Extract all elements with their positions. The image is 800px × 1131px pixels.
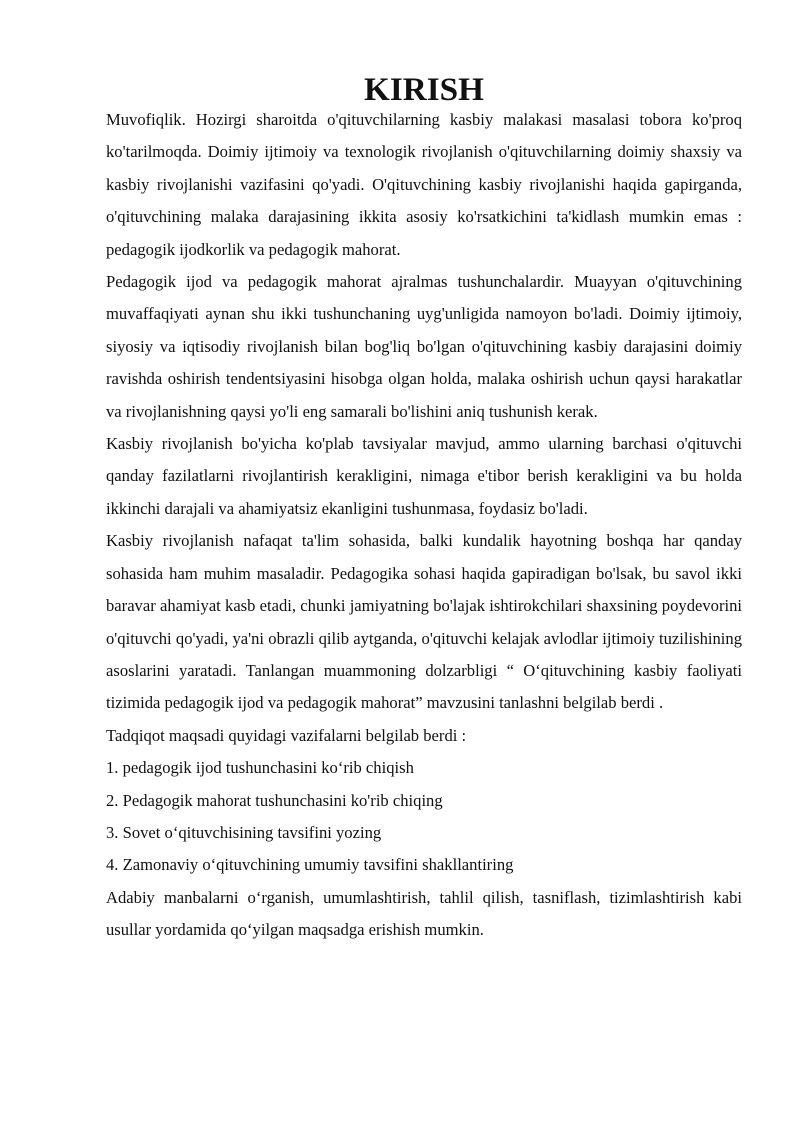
paragraph-importance: Kasbiy rivojlanish nafaqat ta'lim sohasida, balki kundalik hayotning boshqa har qanday sohasida ham muhim masaladir. Pedagogika sohasi haqida gapiradigan bo'lsak, bu savol ikki baravar ahamiyat kasb etadi, chunki jamiyatning bo'lajak ishtirokchilari shaxsining poydevorini o'qituvchi qo'yadi, ya'ni obrazli qilib aytganda, o'qituvchi kelajak avlodlar ijtimoiy tuzilishining asoslarini yaratadi. Tanlangan muammoning dolzarbligi “ O‘qituvchining kasbiy faoliyati tizimida pedagogik ijod va pedagogik mahorat” mavzusini tanlashni belgilab berdi . [106, 531, 742, 713]
task-item-1: 1. pedagogik ijod tushunchasini ko‘rib chiqish [106, 758, 414, 778]
paragraph-recommendations: Kasbiy rivojlanish bo'yicha ko'plab tavsiyalar mavjud, ammo ularning barchasi o'qituvchi qanday fazilatlarni rivojlantirish kerakligini, nimaga e'tibor berish kerakligini va bu holda ikkinchi darajali va ahamiyatsiz ekanligini tushunmasa, foydasiz bo'ladi. [106, 434, 742, 518]
paragraph-relevance: Muvofiqlik. Hozirgi sharoitda o'qituvchilarning kasbiy malakasi masalasi tobora ko'proq ko'tarilmoqda. Doimiy ijtimoiy va texnologik rivojlanish o'qituvchilarning doimiy shaxsiy va kasbiy rivojlanishi vazifasini qo'yadi. O'qituvchining kasbiy rivojlanishi haqida gapirganda, o'qituvchining malaka darajasining ikkita asosiy ko'rsatkichini ta'kidlash mumkin emas : pedagogik ijodkorlik va pedagogik mahorat. [106, 110, 742, 259]
task-item-4: 4. Zamonaviy o‘qituvchining umumiy tavsifini shakllantiring [106, 855, 514, 875]
document-page [106, 71, 742, 947]
task-item-2: 2. Pedagogik mahorat tushunchasini ko'rib chiqing [106, 790, 443, 810]
paragraph-methods: Adabiy manbalarni o‘rganish, umumlashtirish, tahlil qilish, tasniflash, tizimlashtirish kabi usullar yordamida qo‘yilgan maqsadga erishish mumkin. [106, 887, 742, 940]
paragraph-creativity-mastery: Pedagogik ijod va pedagogik mahorat ajralmas tushunchalardir. Muayyan o'qituvchining muvaffaqiyati aynan shu ikki tushunchaning uyg'unligida namoyon bo'ladi. Doimiy ijtimoiy, siyosiy va iqtisodiy rivojlanish bilan bog'liq bo'lgan o'qituvchining kasbiy darajasini doimiy ravishda oshirish tendentsiyasini hisobga olgan holda, malaka oshirish uchun qaysi harakatlar va rivojlanishning qaysi yo'li eng samarali bo'lishini aniq tushunish kerak. [106, 272, 742, 421]
task-item-3: 3. Sovet o‘qituvchisining tavsifini yozing [106, 822, 382, 842]
page-title: KIRISH [364, 71, 484, 108]
tasks-intro: Tadqiqot maqsadi quyidagi vazifalarni belgilab berdi : [106, 725, 467, 745]
